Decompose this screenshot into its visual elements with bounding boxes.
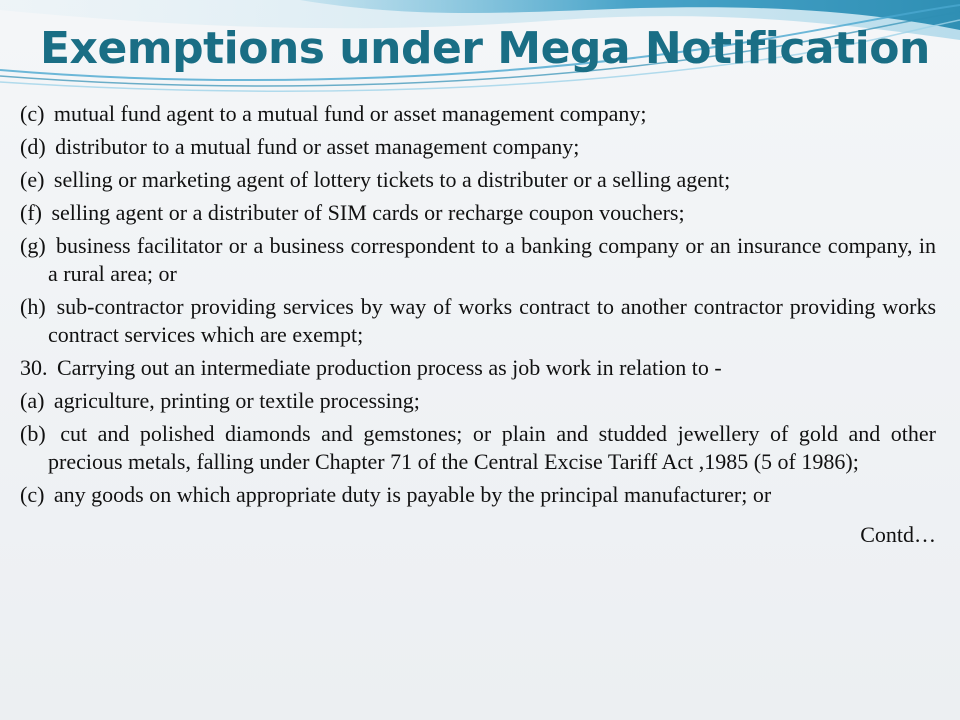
item-text: Carrying out an intermediate production process as job work in relation to -: [57, 355, 722, 380]
slide-body: [20, 100, 936, 571]
list-item: [20, 354, 936, 382]
list-item: [20, 232, 936, 288]
item-label: (b): [20, 421, 46, 446]
item-label: (e): [20, 167, 45, 192]
item-text: sub-contractor providing services by way of works contract to another contractor providing works contract services which are exempt;: [48, 294, 937, 347]
item-label: (g): [20, 233, 46, 258]
item-text: cut and polished diamonds and gemstones; or plain and studded jewellery of gold and other precious metals, falling under Chapter 71 of the Central Excise Tariff Act ,1985 (5 of 1986);: [48, 421, 936, 474]
item-text: selling agent or a distributer of SIM cards or recharge coupon vouchers;: [51, 200, 685, 225]
item-text: distributor to a mutual fund or asset management company;: [55, 134, 580, 159]
item-label: (c): [20, 482, 45, 507]
item-label: (h): [20, 294, 46, 319]
item-text: selling or marketing agent of lottery tickets to a distributer or a selling agent;: [53, 167, 731, 192]
continued-label: Contd…: [860, 522, 936, 547]
item-label: 30.: [20, 355, 48, 380]
item-label: (d): [20, 134, 46, 159]
item-text: mutual fund agent to a mutual fund or asset management company;: [53, 101, 647, 126]
list-item: [20, 387, 936, 415]
list-item: [20, 100, 936, 128]
list-item: [20, 420, 936, 476]
item-text: any goods on which appropriate duty is payable by the principal manufacturer; or: [53, 482, 772, 507]
item-label: (a): [20, 388, 45, 413]
item-label: (c): [20, 101, 45, 126]
list-item: [20, 481, 936, 509]
item-text: business facilitator or a business correspondent to a banking company or an insurance company, in a rural area; or: [48, 233, 936, 286]
list-item: [20, 199, 936, 227]
item-label: (f): [20, 200, 42, 225]
list-item: [20, 293, 936, 349]
list-item: [20, 133, 936, 161]
slide-title: Exemptions under Mega Notification: [40, 23, 930, 74]
list-item: [20, 166, 936, 194]
item-text: agriculture, printing or textile processing;: [53, 388, 420, 413]
